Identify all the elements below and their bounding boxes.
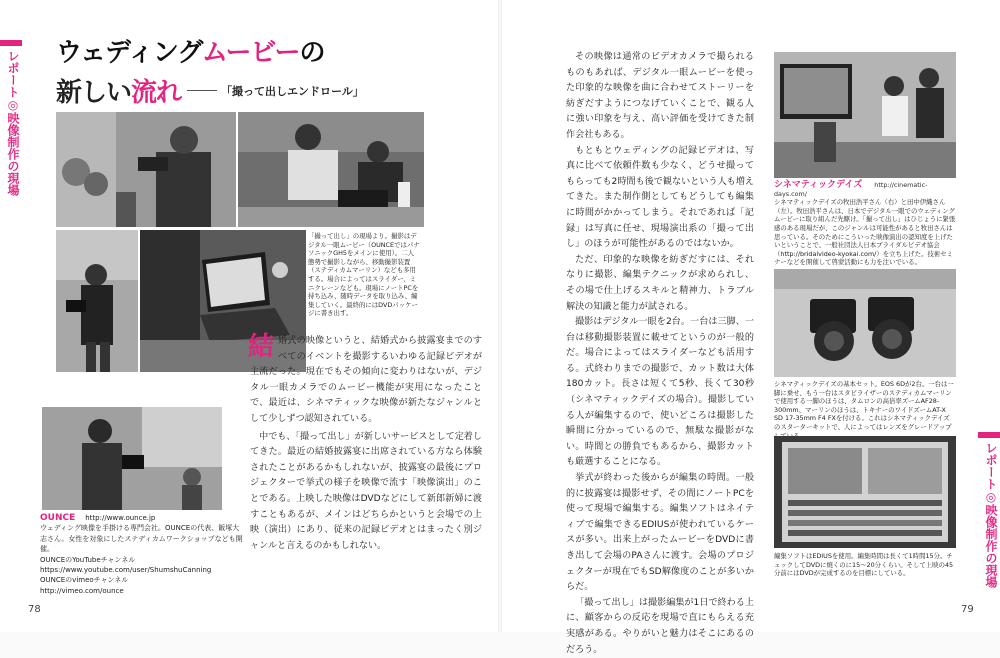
photo-image — [56, 230, 138, 372]
section-tab-left — [0, 40, 22, 210]
ounce-url[interactable]: http://www.ounce.jp — [85, 514, 156, 522]
photo-stabilizer-operator — [56, 112, 236, 227]
article-subtitle: 「撮って出しエンドロール」 — [221, 84, 364, 98]
photo-image — [56, 112, 236, 227]
body-paragraph: 「撮って出し」は撮影編集が1日で終わる上に、顧客からの反応を現場で直にもらえる充実感がある。やりがいと魅力はそこにあるのだろう。 — [566, 597, 754, 655]
photo-handheld-shooter — [56, 230, 138, 372]
page-number-right: 79 — [961, 604, 974, 615]
photo-laptop-editing — [238, 112, 424, 227]
caption-camera-set: シネマティックデイズの基本セット。EOS 6Dが2台。一台は一脚に乗せ、もう一台はスタビライザーのステディカムマーリンで使用する一脚のほうは、タムロンの高倍率ズームAF28-300mm、マーリンのほうは、トキナーのワイドズームAT-X SD 17-35mm F4 FXを付ける。これはシネマティックデイズのスターターキットで、人によってはレンズをグレードアップ — [774, 380, 954, 431]
section-tab-label: レポート◎映像制作の現場 — [6, 50, 20, 196]
photo-edius-screen — [774, 436, 956, 548]
photo-image — [42, 407, 222, 510]
body-paragraph: 中でも、「撮って出し」が新しいサービスとして定着してきた。最近の結婚披露宴に出席されている方なら体験されたことがあるかもしれないが、披露宴の最後にプロジェクターで挙式の様子を映像で流す「映像演出」のことである。上映した映像はDVDなどにして新郎新婦に渡すこともあるが、メインはどちらかというと会場での上映（演出）にあり、従来の記録ビデオとはまったく別ジャンルと言えるのかもしれない。 — [250, 431, 482, 551]
drop-cap: 結 — [248, 332, 275, 362]
title-text: ウェディング — [56, 38, 202, 68]
photo-image — [238, 112, 424, 227]
tab-color-bar — [978, 432, 1000, 438]
page-number-left: 78 — [28, 604, 41, 615]
photo-image — [774, 269, 956, 377]
ounce-youtube-label: OUNCEのYouTubeチャンネル — [40, 555, 136, 564]
ounce-description: ウェディング映像を手掛ける専門会社。OUNCEの代表、飯塚大志さん。女性を対象にしたステディカムワークショップなども開催。 — [40, 524, 243, 554]
body-paragraph: 撮影はデジタル一眼を2台。一台は三脚、一台は移動撮影装置に載せてというのが一般的だ。場合によってはスライダーなども活用する。式終わりまでの撮影で、カット数は大体180カット。長さは短くて5秒、長くて30秒（シネマティックデイズの場合）。撮影している人が編集するので、使いどころは撮影した瞬間に分かっているので、無駄な撮影がない。時間との勝負でもあるから、撮影カットも厳選することになる。 — [566, 317, 754, 468]
title-text: の — [299, 38, 325, 68]
body-paragraph: 婚式の映像というと、結婚式から披露宴までのすべてのイベントを撮影するいわゆる記録ビデオが主流だった。現在でもその傾向に変わりはないが、デジタル一眼カメラでのムービー機能が実用になったことで、最近は、シネマティックな映像が新たなジャンルとして少しずつ認知されている。 — [250, 336, 482, 424]
ounce-info — [40, 513, 245, 596]
caption-body: シネマティックデイズの牧田浩平さん（右）と田中伊織さん（左）。牧田浩平さんは、日本でデジタル一眼でのウェディングムービーに取り組んだ先駆け。「撮って出し」はひじょうに緊張感のある現場だが、このジャンルは可能性があると牧田さんは思っている。そのためにこういった映像演出の認知度を上げたいということで、一般社団法人日本ブライダルビデオ協会（http://bridalvideo-kyokai.com/）を立ち上げた。技術セミナーなどを開催して啓蒙活動にも力を注いでいる。 — [774, 198, 956, 267]
body-paragraph: もともとウェディングの記録ビデオは、写真に比べて依頼件数も少なく、どうせ撮ってもらっても2時間も後で観ないという人も増えてきた。また制作側としてもどうしても編集に時間がかかってしまう。それであれば「記録」は写真に任せ、現場演出系の「撮って出し」のほうが可能性があるのではないか。 — [566, 145, 754, 250]
caption-url[interactable]: http://cinematic-days.com/ — [774, 181, 928, 198]
photo-ounce-founder — [42, 407, 222, 510]
photo-cinematic-days-team — [774, 52, 956, 178]
ounce-vimeo-label: OUNCEのvimeoチャンネル — [40, 576, 129, 585]
ounce-youtube-url[interactable]: https://www.youtube.com/user/ShumshuCanning — [40, 566, 212, 575]
body-paragraph: その映像は通常のビデオカメラで撮られるものもあれば、デジタル一眼ムービーを使った印象的な映像を曲に合わせてストーリーを紡ぎだすようにつなげていくことで、観る人に強い印象を与え、高い評価を受けてきた制作会社もある。 — [566, 52, 754, 140]
photo-camera-set — [774, 269, 956, 377]
page-gutter — [498, 0, 502, 632]
article-title-line2 — [56, 72, 364, 109]
title-rule — [187, 90, 217, 91]
title-text — [56, 72, 181, 109]
caption-cinematic-days — [774, 181, 956, 267]
body-paragraph: ただ、印象的な映像を紡ぎだすには、それなりに撮影、編集テクニックが求められし、その場で仕上げるスキルと精神力、トラブル解決の知識と能力が試される。 — [566, 254, 754, 312]
body-column-left — [250, 334, 482, 554]
section-tab-label: レポート◎映像制作の現場 — [984, 442, 998, 588]
caption-title: シネマティックデイズ — [774, 180, 863, 190]
body-paragraph: 挙式が終わった後からが編集の時間。一般的に披露宴は撮影せず、その間にノートPCを使って現場で編集する。編集ソフトはネイティブで編集できるEDIUSが使われているケースが多い。出来上がったムービーをDVDに書き出して会場のPAさんに渡す。会場のプロジェクターが現在でもSD解像度のことが多いからだ。 — [566, 473, 754, 593]
photo-image — [774, 52, 956, 178]
caption-editing: 編集ソフトはEDIUSを使用。編集時間は長くて1時間15分。チェックしてDVDに焼くのに15〜20分くらい。そして上映の45分前にはDVDが完成するのを目標にしている。 — [774, 552, 954, 578]
article-title-line1 — [56, 38, 325, 68]
title-highlight: ムービー — [201, 38, 300, 68]
title-highlight: 流れ — [131, 78, 182, 108]
photo-image — [774, 436, 956, 548]
ounce-vimeo-url[interactable]: http://vimeo.com/ounce — [40, 586, 124, 595]
tab-color-bar — [0, 40, 22, 46]
title-text: 新しい — [56, 78, 132, 108]
caption-shooting-scene: 「撮って出し」の現場より。撮影はデジタル一眼ムービー（OUNCEではパナソニックGH5をメインに使用）。二人態勢で撮影しながら、移動撮影装置（ステディカムマーリン）なども多用する。場合によってはスライダー、ミニクレーンなども。現場にノートPCを持ち込み、随時データを取り込み、編集していく。最終的にはDVDパッケージに書き出す。 — [308, 232, 420, 318]
ounce-title: OUNCE — [40, 513, 76, 523]
ounce-header — [40, 513, 245, 523]
section-tab-right — [978, 432, 1000, 607]
body-column-right — [566, 50, 754, 658]
